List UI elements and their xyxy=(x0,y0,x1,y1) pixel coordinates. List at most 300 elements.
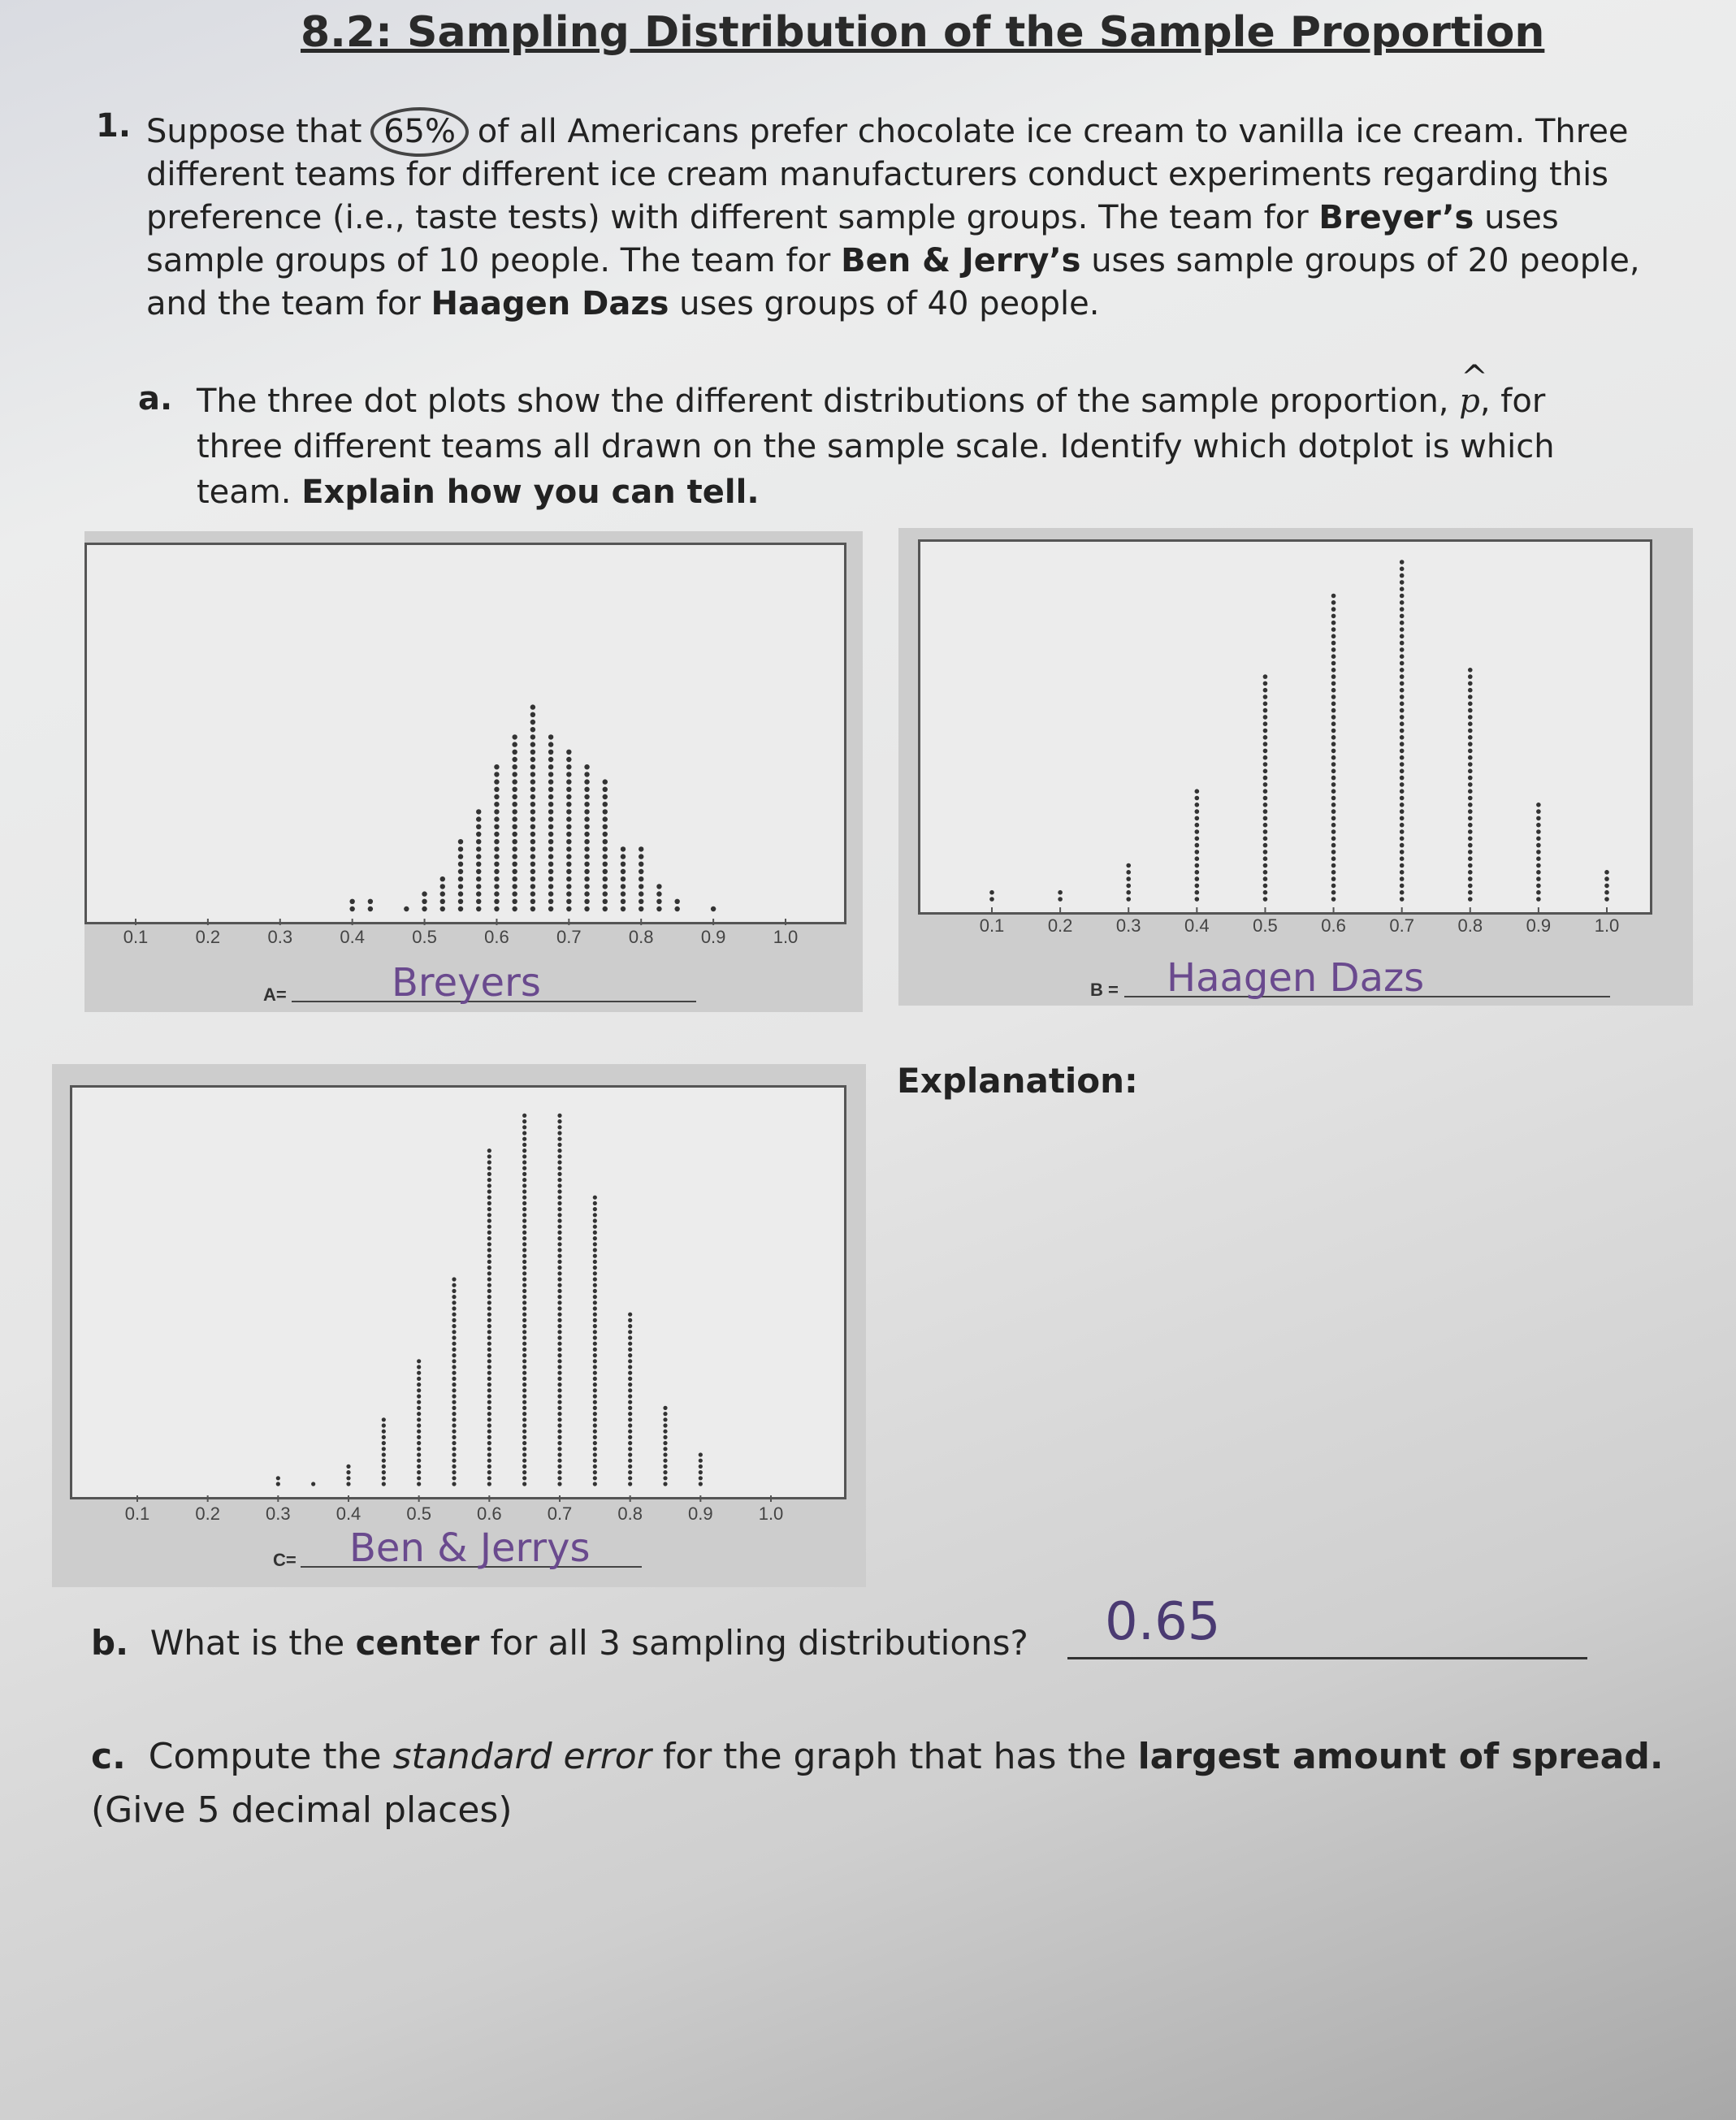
dot xyxy=(1400,890,1405,895)
dot xyxy=(530,891,535,896)
dot xyxy=(593,1476,597,1480)
dot xyxy=(487,1172,491,1176)
dot xyxy=(512,742,517,746)
dot xyxy=(557,1225,561,1229)
dot xyxy=(1400,769,1405,774)
dot xyxy=(1263,843,1268,848)
dot xyxy=(487,1359,491,1363)
dot xyxy=(1400,823,1405,828)
dot xyxy=(1195,809,1200,814)
dot xyxy=(1263,688,1268,693)
dot xyxy=(566,839,571,844)
dot xyxy=(1331,803,1336,807)
dot xyxy=(452,1423,456,1427)
dot xyxy=(487,1330,491,1334)
dot xyxy=(452,1359,456,1363)
dot xyxy=(530,809,535,814)
dot xyxy=(494,809,499,814)
x-tick-label: 0.6 xyxy=(1321,915,1346,936)
dot xyxy=(417,1441,421,1445)
dot xyxy=(522,1137,526,1141)
dot xyxy=(1331,870,1336,875)
dot xyxy=(593,1300,597,1304)
dot xyxy=(557,1166,561,1170)
dot xyxy=(458,884,463,889)
dot xyxy=(494,764,499,769)
dot xyxy=(512,899,517,904)
plot-b-label: B = xyxy=(1090,980,1119,1000)
dot xyxy=(522,1412,526,1416)
dot xyxy=(566,816,571,821)
plot-a-label: A= xyxy=(263,984,287,1005)
dot xyxy=(593,1423,597,1427)
dot xyxy=(557,1137,561,1141)
dot xyxy=(628,1452,632,1456)
dot xyxy=(1400,594,1405,599)
dot xyxy=(593,1295,597,1299)
x-tick-label: 0.6 xyxy=(484,927,509,947)
dot xyxy=(476,891,481,896)
x-tick-label: 1.0 xyxy=(758,1503,784,1524)
dot xyxy=(1468,803,1473,807)
dot xyxy=(566,906,571,911)
dot xyxy=(593,1459,597,1463)
dot xyxy=(522,1189,526,1193)
dot xyxy=(557,1277,561,1281)
dot xyxy=(522,1225,526,1229)
dot xyxy=(1195,789,1200,794)
dot xyxy=(1400,796,1405,801)
dot xyxy=(440,876,445,881)
dot xyxy=(522,1154,526,1158)
dot xyxy=(566,884,571,889)
dot xyxy=(487,1183,491,1188)
dot xyxy=(422,891,426,896)
x-tick-label: 0.3 xyxy=(266,1503,291,1524)
dot xyxy=(557,1183,561,1188)
dot xyxy=(382,1459,386,1463)
dot xyxy=(548,764,553,769)
dot xyxy=(548,802,553,807)
explanation-label: Explanation: xyxy=(897,1061,1138,1101)
dot xyxy=(487,1154,491,1158)
dot xyxy=(1195,876,1200,881)
dot xyxy=(458,839,463,844)
dot xyxy=(593,1430,597,1434)
dot xyxy=(1263,735,1268,740)
dot xyxy=(458,846,463,851)
dot xyxy=(530,794,535,799)
dot xyxy=(1331,809,1336,814)
dot xyxy=(452,1465,456,1469)
dot xyxy=(628,1435,632,1439)
dot xyxy=(512,906,517,911)
dot xyxy=(346,1470,350,1474)
dot xyxy=(417,1476,421,1480)
dot xyxy=(1400,742,1405,746)
x-tick-label: 0.4 xyxy=(340,927,365,947)
dot xyxy=(1400,560,1405,565)
dot xyxy=(1400,829,1405,834)
dot xyxy=(512,794,517,799)
dot xyxy=(1536,803,1541,807)
dot xyxy=(382,1447,386,1451)
dot xyxy=(512,824,517,829)
dot xyxy=(1400,729,1405,733)
dot xyxy=(1331,876,1336,881)
dot xyxy=(566,779,571,784)
part-b-answer[interactable]: 0.65 xyxy=(1105,1592,1221,1652)
dot xyxy=(1331,708,1336,713)
dot xyxy=(1536,856,1541,861)
dot xyxy=(1263,876,1268,881)
dot xyxy=(452,1459,456,1463)
dot xyxy=(628,1406,632,1410)
dot xyxy=(349,906,354,911)
dot xyxy=(656,899,661,904)
dot xyxy=(487,1201,491,1205)
dot xyxy=(566,750,571,755)
dot xyxy=(557,1441,561,1445)
dot xyxy=(1536,876,1541,881)
dot xyxy=(452,1470,456,1474)
dot xyxy=(487,1371,491,1375)
dot xyxy=(487,1348,491,1352)
dot xyxy=(1331,890,1336,895)
dot xyxy=(452,1482,456,1486)
dot xyxy=(584,824,589,829)
dot xyxy=(530,734,535,739)
dot xyxy=(699,1452,703,1456)
dot xyxy=(989,897,994,902)
dot xyxy=(1400,567,1405,572)
dot xyxy=(1400,876,1405,881)
dot xyxy=(382,1476,386,1480)
dot xyxy=(584,846,589,851)
dot xyxy=(452,1406,456,1410)
dot xyxy=(603,794,608,799)
dot xyxy=(522,1289,526,1293)
dot xyxy=(557,1382,561,1387)
dot xyxy=(476,832,481,837)
dot xyxy=(522,1236,526,1240)
dot xyxy=(557,1400,561,1404)
dot xyxy=(522,1254,526,1258)
dot xyxy=(628,1353,632,1357)
dot xyxy=(512,802,517,807)
dot xyxy=(476,906,481,911)
dot xyxy=(512,891,517,896)
dot xyxy=(487,1335,491,1339)
dot xyxy=(512,750,517,755)
dot xyxy=(1468,796,1473,801)
dot xyxy=(487,1423,491,1427)
dot xyxy=(530,750,535,755)
dot xyxy=(548,734,553,739)
dot xyxy=(584,839,589,844)
dot xyxy=(663,1412,667,1416)
dot xyxy=(548,816,553,821)
dot xyxy=(1263,742,1268,746)
dot xyxy=(522,1452,526,1456)
dot xyxy=(530,824,535,829)
x-tick-label: 0.6 xyxy=(477,1503,502,1524)
dot xyxy=(487,1271,491,1275)
dot xyxy=(621,862,626,867)
dot xyxy=(548,757,553,762)
dot xyxy=(382,1435,386,1439)
dot xyxy=(621,906,626,911)
dot xyxy=(422,906,426,911)
dot xyxy=(440,891,445,896)
dot xyxy=(494,779,499,784)
dot xyxy=(522,1435,526,1439)
dot xyxy=(1331,614,1336,619)
dot xyxy=(557,1149,561,1153)
dot xyxy=(1536,897,1541,902)
dot xyxy=(1400,856,1405,861)
dot xyxy=(1126,863,1131,868)
dot xyxy=(452,1313,456,1317)
dot xyxy=(487,1430,491,1434)
dot xyxy=(603,899,608,904)
dot xyxy=(522,1388,526,1392)
dot xyxy=(494,794,499,799)
dot xyxy=(557,1300,561,1304)
dot xyxy=(548,876,553,881)
dot xyxy=(1400,762,1405,767)
dot xyxy=(557,1359,561,1363)
dot xyxy=(557,1476,561,1480)
dot xyxy=(557,1119,561,1123)
dot xyxy=(548,854,553,859)
x-tick-label: 0.7 xyxy=(1389,915,1414,936)
dot xyxy=(522,1160,526,1164)
x-tick-label: 0.3 xyxy=(267,927,293,947)
dot xyxy=(487,1218,491,1222)
dot xyxy=(487,1231,491,1235)
dot xyxy=(276,1482,280,1486)
plot-a-answer[interactable]: Breyers xyxy=(392,960,541,1006)
dot xyxy=(452,1377,456,1381)
part-a-label: a. xyxy=(138,380,173,418)
dot xyxy=(557,1412,561,1416)
dot xyxy=(382,1423,386,1427)
dot xyxy=(1331,829,1336,834)
dot xyxy=(1536,870,1541,875)
dot xyxy=(404,906,409,911)
dot xyxy=(557,1172,561,1176)
dot xyxy=(584,816,589,821)
x-tick-label: 0.3 xyxy=(1115,915,1141,936)
dot xyxy=(1400,674,1405,679)
dot xyxy=(452,1335,456,1339)
dot xyxy=(557,1324,561,1328)
dot xyxy=(1263,708,1268,713)
dot xyxy=(1331,755,1336,760)
dot xyxy=(1263,897,1268,902)
dot xyxy=(1468,876,1473,881)
dot xyxy=(1604,884,1609,889)
dot xyxy=(522,1201,526,1205)
dot xyxy=(487,1324,491,1328)
dot xyxy=(603,816,608,821)
dot xyxy=(663,1452,667,1456)
dot xyxy=(476,809,481,814)
dot xyxy=(1468,762,1473,767)
dot xyxy=(1126,870,1131,875)
dot xyxy=(458,869,463,874)
dot xyxy=(487,1242,491,1246)
dot xyxy=(548,794,553,799)
dot xyxy=(1331,884,1336,889)
dot xyxy=(548,869,553,874)
dot xyxy=(1604,876,1609,881)
plot-b-answer[interactable]: Haagen Dazs xyxy=(1167,955,1425,1001)
dot xyxy=(1195,856,1200,861)
dot xyxy=(1263,829,1268,834)
dot xyxy=(487,1342,491,1346)
dot xyxy=(663,1430,667,1434)
dot xyxy=(557,1342,561,1346)
dot xyxy=(1400,607,1405,612)
dot xyxy=(584,899,589,904)
dot xyxy=(512,884,517,889)
dot xyxy=(487,1353,491,1357)
dot xyxy=(593,1254,597,1258)
dot xyxy=(1468,681,1473,686)
dot xyxy=(487,1289,491,1293)
dot xyxy=(452,1435,456,1439)
dot xyxy=(593,1435,597,1439)
dot xyxy=(1400,600,1405,605)
plot-c-answer[interactable]: Ben & Jerrys xyxy=(349,1525,591,1571)
x-tick-label: 1.0 xyxy=(1594,915,1620,936)
dot xyxy=(494,802,499,807)
dot xyxy=(494,862,499,867)
dot xyxy=(1468,749,1473,754)
dot xyxy=(1263,749,1268,754)
dot xyxy=(628,1423,632,1427)
dot xyxy=(593,1207,597,1211)
dot xyxy=(566,809,571,814)
dot xyxy=(603,779,608,784)
dot xyxy=(557,1295,561,1299)
dot xyxy=(1331,856,1336,861)
dot xyxy=(593,1365,597,1369)
dot xyxy=(566,764,571,769)
part-a-text: The three dot plots show the different distributions of the sample proportion, ^ p, for three different teams all drawn on the sample scale. Identify which dotplot is which team. Explain how you can tell. xyxy=(197,379,1626,515)
dot xyxy=(663,1459,667,1463)
dot xyxy=(417,1447,421,1451)
dot xyxy=(593,1225,597,1229)
dot xyxy=(628,1394,632,1398)
dot xyxy=(487,1313,491,1317)
dot xyxy=(1331,796,1336,801)
dot xyxy=(487,1441,491,1445)
dot xyxy=(566,876,571,881)
dot xyxy=(452,1283,456,1287)
dot xyxy=(476,876,481,881)
dot xyxy=(593,1377,597,1381)
dot xyxy=(530,906,535,911)
dot xyxy=(452,1400,456,1404)
dot xyxy=(522,1183,526,1188)
dot xyxy=(522,1166,526,1170)
dot xyxy=(1536,823,1541,828)
dot xyxy=(603,839,608,844)
dot xyxy=(1195,803,1200,807)
plot-b-frame xyxy=(918,539,1652,936)
dot xyxy=(557,1371,561,1375)
dot xyxy=(1331,715,1336,720)
dot xyxy=(487,1306,491,1310)
dot xyxy=(1468,769,1473,774)
dot xyxy=(530,839,535,844)
dot xyxy=(487,1388,491,1392)
dot xyxy=(522,1295,526,1299)
dot xyxy=(1331,776,1336,781)
dot xyxy=(584,891,589,896)
dot xyxy=(593,1271,597,1275)
dot xyxy=(639,899,643,904)
dot xyxy=(440,899,445,904)
dot xyxy=(522,1423,526,1427)
dot xyxy=(1331,668,1336,673)
dot xyxy=(1468,755,1473,760)
dot xyxy=(548,832,553,837)
dot xyxy=(1263,863,1268,868)
p-hat-symbol: ^ p xyxy=(1459,383,1480,420)
dot xyxy=(522,1172,526,1176)
dot xyxy=(548,787,553,792)
dot xyxy=(458,891,463,896)
dot xyxy=(522,1300,526,1304)
dot xyxy=(1400,803,1405,807)
dot xyxy=(452,1430,456,1434)
dot xyxy=(1263,890,1268,895)
dot xyxy=(512,846,517,851)
dot xyxy=(593,1406,597,1410)
dot xyxy=(1331,789,1336,794)
dot xyxy=(530,884,535,889)
dot xyxy=(417,1359,421,1363)
dot xyxy=(382,1441,386,1445)
dot xyxy=(452,1447,456,1451)
dot xyxy=(628,1470,632,1474)
dot xyxy=(593,1283,597,1287)
dot xyxy=(1400,661,1405,666)
dot xyxy=(476,816,481,821)
dot xyxy=(494,816,499,821)
dot xyxy=(621,846,626,851)
dot xyxy=(452,1382,456,1387)
dot xyxy=(452,1388,456,1392)
dot xyxy=(1263,884,1268,889)
dot xyxy=(1331,634,1336,639)
dot xyxy=(530,779,535,784)
dot xyxy=(566,854,571,859)
dot xyxy=(1263,702,1268,707)
dot xyxy=(1400,621,1405,625)
dot xyxy=(557,1289,561,1293)
dot xyxy=(628,1441,632,1445)
dot xyxy=(522,1441,526,1445)
dot xyxy=(530,832,535,837)
dot xyxy=(557,1377,561,1381)
dot xyxy=(1536,890,1541,895)
dot xyxy=(621,854,626,859)
